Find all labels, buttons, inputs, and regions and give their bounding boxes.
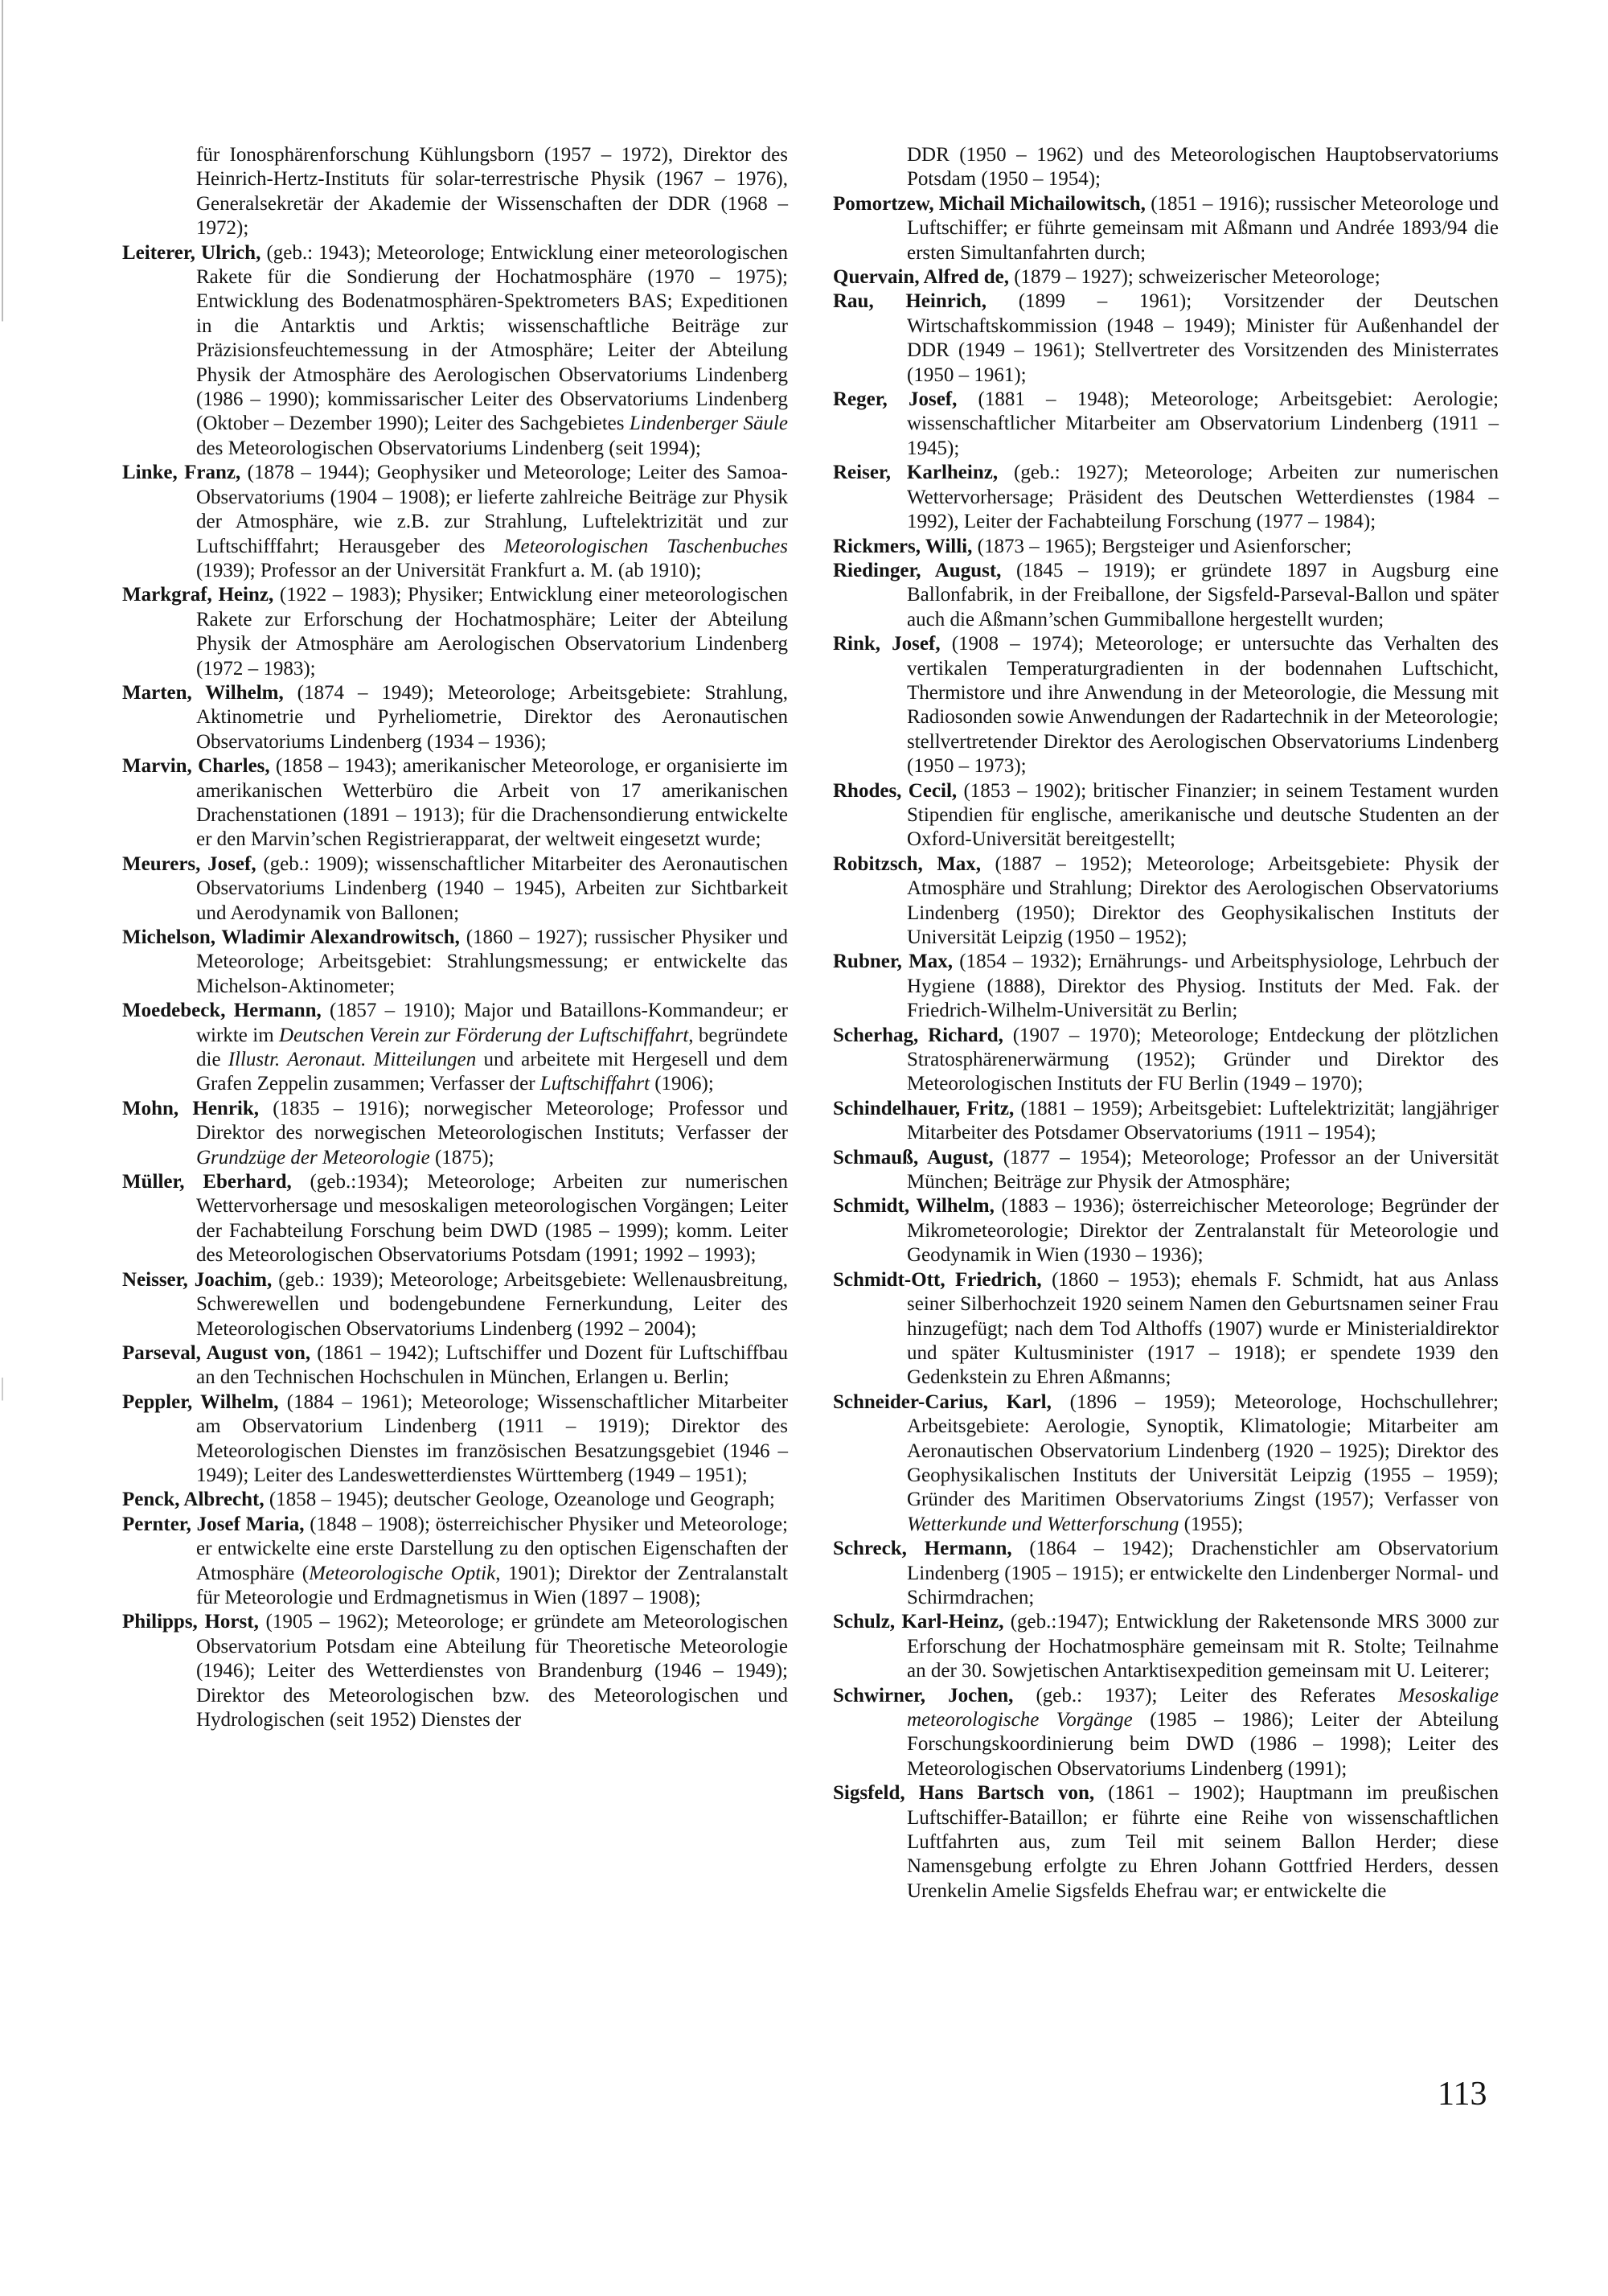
entry-text: (1864 – 1942); Drachenstichler am Observatorium Lindenberg (1905 – 1915); er entwickelte den Lindenberger Normal- und Schirmdrachen; bbox=[907, 1538, 1499, 1608]
biography-entry bbox=[122, 852, 788, 926]
entry-name: Rickmers, Willi, bbox=[833, 535, 973, 557]
page-number: 113 bbox=[1438, 2076, 1487, 2113]
continued-entry bbox=[122, 143, 788, 241]
entry-text: (geb.: 1909); wissenschaftlicher Mitarbeiter des Aeronautischen Observatoriums Lindenberg (1940 – 1945), Arbeiten zur Sichtbarkeit und Aerodynamik von Ballonen; bbox=[196, 852, 788, 924]
entry-name: Schmidt-Ott, Friedrich, bbox=[833, 1268, 1042, 1291]
entry-text: (1861 – 1942); Luftschiffer und Dozent für Luftschiffbau an den Technischen Hochschulen in München, Erlangen u. Berlin; bbox=[196, 1341, 788, 1389]
entry-text: (1874 – 1949); Meteorologe; Arbeitsgebiete: Strahlung, Aktinometrie und Pyrheliometrie, Direktor des Aeronautischen Observatoriums Lindenberg (1934 – 1936); bbox=[196, 681, 788, 753]
biography-entry bbox=[833, 290, 1499, 388]
entry-text: (1848 – 1908); österreichischer Physiker und Meteorologe; er entwickelte eine erste Darstellung zu den optischen Eigenschaften der Atmosphäre (Meteorologische Optik, 1901); Direktor der Zentralanstalt für Meteorologie und Erdmagnetismus in Wien (1897 – 1908); bbox=[196, 1513, 788, 1608]
entry-text: (1835 – 1916); norwegischer Meteorologe; Professor und Direktor des norwegischen Meteorologischen Instituts; Verfasser der Grundzüge der Meteorologie (1875); bbox=[196, 1097, 788, 1169]
biography-entry bbox=[122, 1341, 788, 1390]
entry-name: Scherhag, Richard, bbox=[833, 1024, 1003, 1046]
biography-entry bbox=[833, 1684, 1499, 1782]
entry-name: Quervain, Alfred de, bbox=[833, 266, 1009, 289]
entry-text: DDR (1950 – 1962) und des Meteorologischen Hauptobservatoriums Potsdam (1950 – 1954); bbox=[907, 144, 1499, 191]
entry-text: für Ionosphärenforschung Kühlungsborn (1957 – 1972), Direktor des Heinrich-Hertz-Instituts für solar-terrestrische Physik (1967 – 1976), Generalsekretär der Akademie der Wissenschaften der DDR (1968 – 1972); bbox=[196, 144, 788, 240]
entry-text: (1858 – 1943); amerikanischer Meteorologe, er organisierte im amerikanischen Wetterbüro die Arbeit von 17 amerikanischen Drachenstationen (1891 – 1913); für die Drachensondierung entwickelte er den Marvin’schen Registrierapparat, der weltweit eingesetzt wurde; bbox=[196, 755, 788, 851]
entry-name: Riedinger, August, bbox=[833, 559, 1002, 581]
entry-name: Markgraf, Heinz, bbox=[122, 584, 274, 606]
biography-entry bbox=[833, 779, 1499, 852]
entry-text: (geb.: 1937); Leiter des Referates Mesoskalige meteorologische Vorgänge (1985 – 1986); Leiter der Abteilung Forschungskoordinierung beim DWD (1986 – 1998); Leiter des Meteorologischen Observatoriums Lindenberg (1991); bbox=[907, 1684, 1499, 1780]
entry-text: (1884 – 1961); Meteorologe; Wissenschaftlicher Mitarbeiter am Observatorium Lindenberg (1911 – 1919); Direktor des Meteorologischen Dienstes im französischen Besatzungsgebiet (1946 – 1949); Leiter des Landeswetterdienstes Württemberg (1949 – 1951); bbox=[196, 1390, 788, 1486]
entry-text: (1853 – 1902); britischer Finanzier; in seinem Testament wurden Stipendien für englische, amerikanische und deutsche Studenten an der Oxford-Universität bereitgestellt; bbox=[907, 779, 1499, 851]
left-column bbox=[122, 143, 788, 1732]
entry-name: Schmidt, Wilhelm, bbox=[833, 1195, 995, 1218]
entry-name: Reiser, Karlheinz, bbox=[833, 462, 999, 484]
entry-text: (1851 – 1916); russischer Meteorologe und Luftschiffer; er führte gemeinsam mit Aßmann und Andrée 1893/94 die ersten Simultanfahrten durch; bbox=[907, 192, 1499, 264]
entry-text: (1881 – 1948); Meteorologe; Arbeitsgebiet: Aerologie; wissenschaftlicher Mitarbeiter am Observatorium Lindenberg (1911 – 1945); bbox=[907, 388, 1499, 459]
entry-text: (1907 – 1970); Meteorologe; Entdeckung der plötzlichen Stratosphärenerwärmung (1952); Gründer und Direktor des Meteorologischen Instituts der FU Berlin (1949 – 1970); bbox=[907, 1024, 1499, 1095]
biography-entry bbox=[833, 388, 1499, 461]
entry-text: (1860 – 1953); ehemals F. Schmidt, hat aus Anlass seiner Silberhochzeit 1920 seinem Namen den Geburtsnamen seiner Frau hinzugefügt; nach dem Tod Althoffs (1907) wurde er Ministerialdirektor und später Kultusminister (1917 – 1918); er spendete 1939 den Gedenkstein zu Ehren Aßmanns; bbox=[907, 1268, 1499, 1389]
entry-name: Schindelhauer, Fritz, bbox=[833, 1097, 1015, 1119]
biography-entry bbox=[833, 461, 1499, 534]
entry-text: (1879 – 1927); schweizerischer Meteorologe; bbox=[1008, 266, 1380, 289]
biography-entry bbox=[122, 1488, 788, 1512]
biography-entry bbox=[122, 1610, 788, 1732]
entry-name: Rhodes, Cecil, bbox=[833, 779, 958, 802]
entry-name: Schulz, Karl-Heinz, bbox=[833, 1611, 1004, 1633]
entry-name: Moedebeck, Hermann, bbox=[122, 1000, 322, 1022]
biography-entry bbox=[833, 535, 1499, 559]
entry-name: Penck, Albrecht, bbox=[122, 1489, 265, 1511]
entry-name: Peppler, Wilhelm, bbox=[122, 1390, 279, 1413]
entry-text: (1877 – 1954); Meteorologe; Professor an der Universität München; Beiträge zur Physik der Atmosphäre; bbox=[907, 1146, 1499, 1193]
entry-name: Neisser, Joachim, bbox=[122, 1268, 273, 1291]
entry-text: (1881 – 1959); Arbeitsgebiet: Luftelektrizität; langjähriger Mitarbeiter des Potsdamer Observatoriums (1911 – 1954); bbox=[907, 1097, 1499, 1144]
entry-name: Leiterer, Ulrich, bbox=[122, 241, 261, 264]
biography-entry bbox=[833, 632, 1499, 778]
biography-entry bbox=[833, 1024, 1499, 1097]
entry-name: Parseval, August von, bbox=[122, 1341, 311, 1364]
biography-entry bbox=[122, 1268, 788, 1341]
biography-entry bbox=[122, 583, 788, 681]
continued-entry bbox=[833, 143, 1499, 192]
entry-text: (1883 – 1936); österreichischer Meteorologe; Begründer der Mikrometeorologie; Direktor der Zentralanstalt für Meteorologie und Geodynamik in Wien (1930 – 1936); bbox=[907, 1195, 1499, 1267]
entry-name: Marvin, Charles, bbox=[122, 755, 270, 778]
entry-text: (1887 – 1952); Meteorologe; Arbeitsgebiete: Physik der Atmosphäre und Strahlung; Direktor des Aerologischen Observatoriums Lindenberg (1950); Direktor des Geophysikalischen Instituts der Universität Leipzig (1950 – 1952); bbox=[907, 852, 1499, 948]
biography-entry bbox=[833, 1390, 1499, 1537]
biography-entry bbox=[122, 999, 788, 1097]
entry-name: Philipps, Horst, bbox=[122, 1611, 259, 1633]
biography-entry bbox=[833, 950, 1499, 1023]
entry-text: (1899 – 1961); Vorsitzender der Deutschen Wirtschaftskommission (1948 – 1949); Minister für Außenhandel der DDR (1949 – 1961); Stellvertreter des Vorsitzenden des Ministerrates (1950 – 1961); bbox=[907, 290, 1499, 386]
scan-edge-mark bbox=[2, 0, 3, 2296]
biography-entry bbox=[833, 1610, 1499, 1683]
biography-entry bbox=[833, 559, 1499, 632]
entry-text: (1873 – 1965); Bergsteiger und Asienforscher; bbox=[972, 535, 1352, 557]
entry-name: Michelson, Wladimir Alexandrowitsch, bbox=[122, 926, 460, 948]
entry-text: (geb.:1947); Entwicklung der Raketensonde MRS 3000 zur Erforschung der Hochatmosphäre gemeinsam mit R. Stolte; Teilnahme an der 30. Sowjetischen Antarktisexpedition gemeinsam mit U. Leiterer; bbox=[907, 1611, 1499, 1682]
biography-entry bbox=[122, 926, 788, 999]
entry-name: Robitzsch, Max, bbox=[833, 852, 982, 875]
entry-text: (1861 – 1902); Hauptmann im preußischen Luftschiffer-Bataillon; er führte eine Reihe von wissenschaftlichen Luftfahrten aus, zum Teil mit seinem Ballon Herder; diese Namensgebung erfolgte zu Ehren Johann Gottfried Herders, dessen Urenkelin Amelie Sigsfelds Ehefrau war; er entwickelte die bbox=[907, 1782, 1499, 1902]
entry-text: (1854 – 1932); Ernährungs- und Arbeitsphysiologe, Lehrbuch der Hygiene (1888), Direktor des Physiog. Instituts der Med. Fak. der Friedrich-Wilhelm-Universität zu Berlin; bbox=[907, 951, 1499, 1022]
entry-text: (1857 – 1910); Major und Bataillons-Kommandeur; er wirkte im Deutschen Verein zur Förderung der Luftschiffahrt, begründete die Illustr. Aeronaut. Mitteilungen und arbeitete mit Hergesell und dem Grafen Zeppelin zusammen; Verfasser der Luftschiffahrt (1906); bbox=[196, 1000, 789, 1095]
entry-name: Mohn, Henrik, bbox=[122, 1097, 260, 1119]
entry-text: (1845 – 1919); er gründete 1897 in Augsburg eine Ballonfabrik, in der Freiballone, der Sigsfeld-Parseval-Ballon und später auch die Aßmann’schen Gummiballone hergestellt wurden; bbox=[907, 559, 1499, 630]
biography-entry bbox=[122, 1390, 788, 1489]
biography-entry bbox=[122, 1097, 788, 1170]
biography-entry bbox=[833, 265, 1499, 290]
biography-entry bbox=[833, 1194, 1499, 1267]
entry-text: (geb.: 1939); Meteorologe; Arbeitsgebiete: Wellenausbreitung, Schwerewellen und bodengebundene Fernerkundung, Leiter des Meteorologischen Observatoriums Lindenberg (1992 – 2004); bbox=[196, 1268, 788, 1340]
entry-name: Meurers, Josef, bbox=[122, 852, 256, 875]
biography-entry bbox=[122, 1513, 788, 1611]
entry-name: Reger, Josef, bbox=[833, 388, 958, 411]
entry-name: Sigsfeld, Hans Bartsch von, bbox=[833, 1782, 1095, 1805]
biography-entry bbox=[833, 1097, 1499, 1146]
entry-text: (1922 – 1983); Physiker; Entwicklung einer meteorologischen Rakete zur Erforschung der Hochatmosphäre; Leiter der Abteilung Physik der Atmosphäre am Aerologischen Observatorium Lindenberg (1972 – 1983); bbox=[196, 584, 788, 680]
entry-name: Müller, Eberhard, bbox=[122, 1171, 292, 1193]
biography-entry bbox=[833, 1146, 1499, 1195]
entry-text: (1860 – 1927); russischer Physiker und Meteorologe; Arbeitsgebiet: Strahlungsmessung; er entwickelte das Michelson-Aktinometer; bbox=[196, 926, 789, 997]
entry-text: (1905 – 1962); Meteorologe; er gründete am Meteorologischen Observatorium Potsdam eine Abteilung für Theoretische Meteorologie (1946); Leiter des Wetterdienstes von Brandenburg (1946 – 1949); Direktor des Meteorologischen bzw. des Meteorologischen und Hydrologischen (seit 1952) Dienstes der bbox=[196, 1611, 788, 1731]
biography-entry bbox=[833, 1537, 1499, 1610]
biography-entry bbox=[833, 1268, 1499, 1390]
biography-entry bbox=[833, 1781, 1499, 1904]
entry-name: Marten, Wilhelm, bbox=[122, 681, 284, 704]
biography-entry bbox=[833, 192, 1499, 265]
biography-entry bbox=[122, 461, 788, 583]
entry-name: Schneider-Carius, Karl, bbox=[833, 1390, 1052, 1413]
biography-entry bbox=[833, 852, 1499, 951]
entry-name: Schreck, Hermann, bbox=[833, 1538, 1012, 1560]
entry-text: (geb.:1934); Meteorologe; Arbeiten zur numerischen Wettervorhersage und mesoskaligen meteorologischen Vorgängen; Leiter der Fachabteilung Forschung beim DWD (1985 – 1999); komm. Leiter des Meteorologischen Observatoriums Potsdam (1991; 1992 – 1993); bbox=[196, 1171, 789, 1267]
entry-name: Linke, Franz, bbox=[122, 462, 241, 484]
entry-name: Rink, Josef, bbox=[833, 633, 941, 655]
right-column bbox=[833, 143, 1499, 1904]
entry-name: Pernter, Josef Maria, bbox=[122, 1513, 305, 1535]
entry-name: Pomortzew, Michail Michailowitsch, bbox=[833, 192, 1146, 215]
entry-text: (1908 – 1974); Meteorologe; er untersuchte das Verhalten des vertikalen Temperaturgradienten in der bodennahen Luftschicht, Thermistore und ihre Anwendung in der Meteorologie, die Messung mit Radiosonden sowie Anwendungen der Radartechnik in der Meteorologie; stellvertretender Direktor des Aerologischen Observatoriums Lindenberg (1950 – 1973); bbox=[907, 633, 1499, 778]
entry-name: Schwirner, Jochen, bbox=[833, 1684, 1014, 1707]
entry-text: (1896 – 1959); Meteorologe, Hochschullehrer; Arbeitsgebiete: Aerologie, Synoptik, Klimatologie; Mitarbeiter am Aeronautischen Observatorium Lindenberg (1920 – 1925); Direktor des Geophysikalischen Instituts der Universität Leipzig (1955 – 1959); Gründer des Maritimen Observatoriums Zingst (1957); Verfasser von Wetterkunde und Wetterforschung (1955); bbox=[907, 1390, 1499, 1535]
entry-text: (geb.: 1927); Meteorologe; Arbeiten zur numerischen Wettervorhersage; Präsident des Deutschen Wetterdienstes (1984 – 1992), Leiter der Fachabteilung Forschung (1977 – 1984); bbox=[907, 462, 1499, 533]
biography-entry bbox=[122, 241, 788, 462]
biography-entry bbox=[122, 1170, 788, 1268]
entry-text: (1858 – 1945); deutscher Geologe, Ozeanologe und Geograph; bbox=[264, 1489, 775, 1511]
entry-text: (1878 – 1944); Geophysiker und Meteorologe; Leiter des Samoa-Observatoriums (1904 – 1908); er lieferte zahlreiche Beiträge zur Physik der Atmosphäre, wie z.B. zur Strahlung, Luftelektrizität und zur Luftschifffahrt; Herausgeber des Meteorologischen Taschenbuches (1939); Professor an der Universität Frankfurt a. M. (ab 1910); bbox=[196, 462, 788, 581]
biography-entry bbox=[122, 754, 788, 852]
entry-name: Rubner, Max, bbox=[833, 951, 954, 973]
entry-text: (geb.: 1943); Meteorologe; Entwicklung einer meteorologischen Rakete für die Sondierung der Hochatmosphäre (1970 – 1975); Entwicklung des Bodenatmosphären-Spektrometers BAS; Expeditionen in die Antarktis und Arktis; wissenschaftliche Beiträge zur Präzisionsfeuchtemessung in der Atmosphäre; Leiter der Abteilung Physik der Atmosphäre des Aerologischen Observatoriums Lindenberg (1986 – 1990); kommissarischer Leiter des Observatoriums Lindenberg (Oktober – Dezember 1990); Leiter des Sachgebietes Lindenberger Säule des Meteorologischen Observatoriums Lindenberg (seit 1994); bbox=[196, 241, 788, 459]
entry-name: Rau, Heinrich, bbox=[833, 290, 987, 313]
entry-name: Schmauß, August, bbox=[833, 1146, 994, 1169]
biography-entry bbox=[122, 681, 788, 754]
